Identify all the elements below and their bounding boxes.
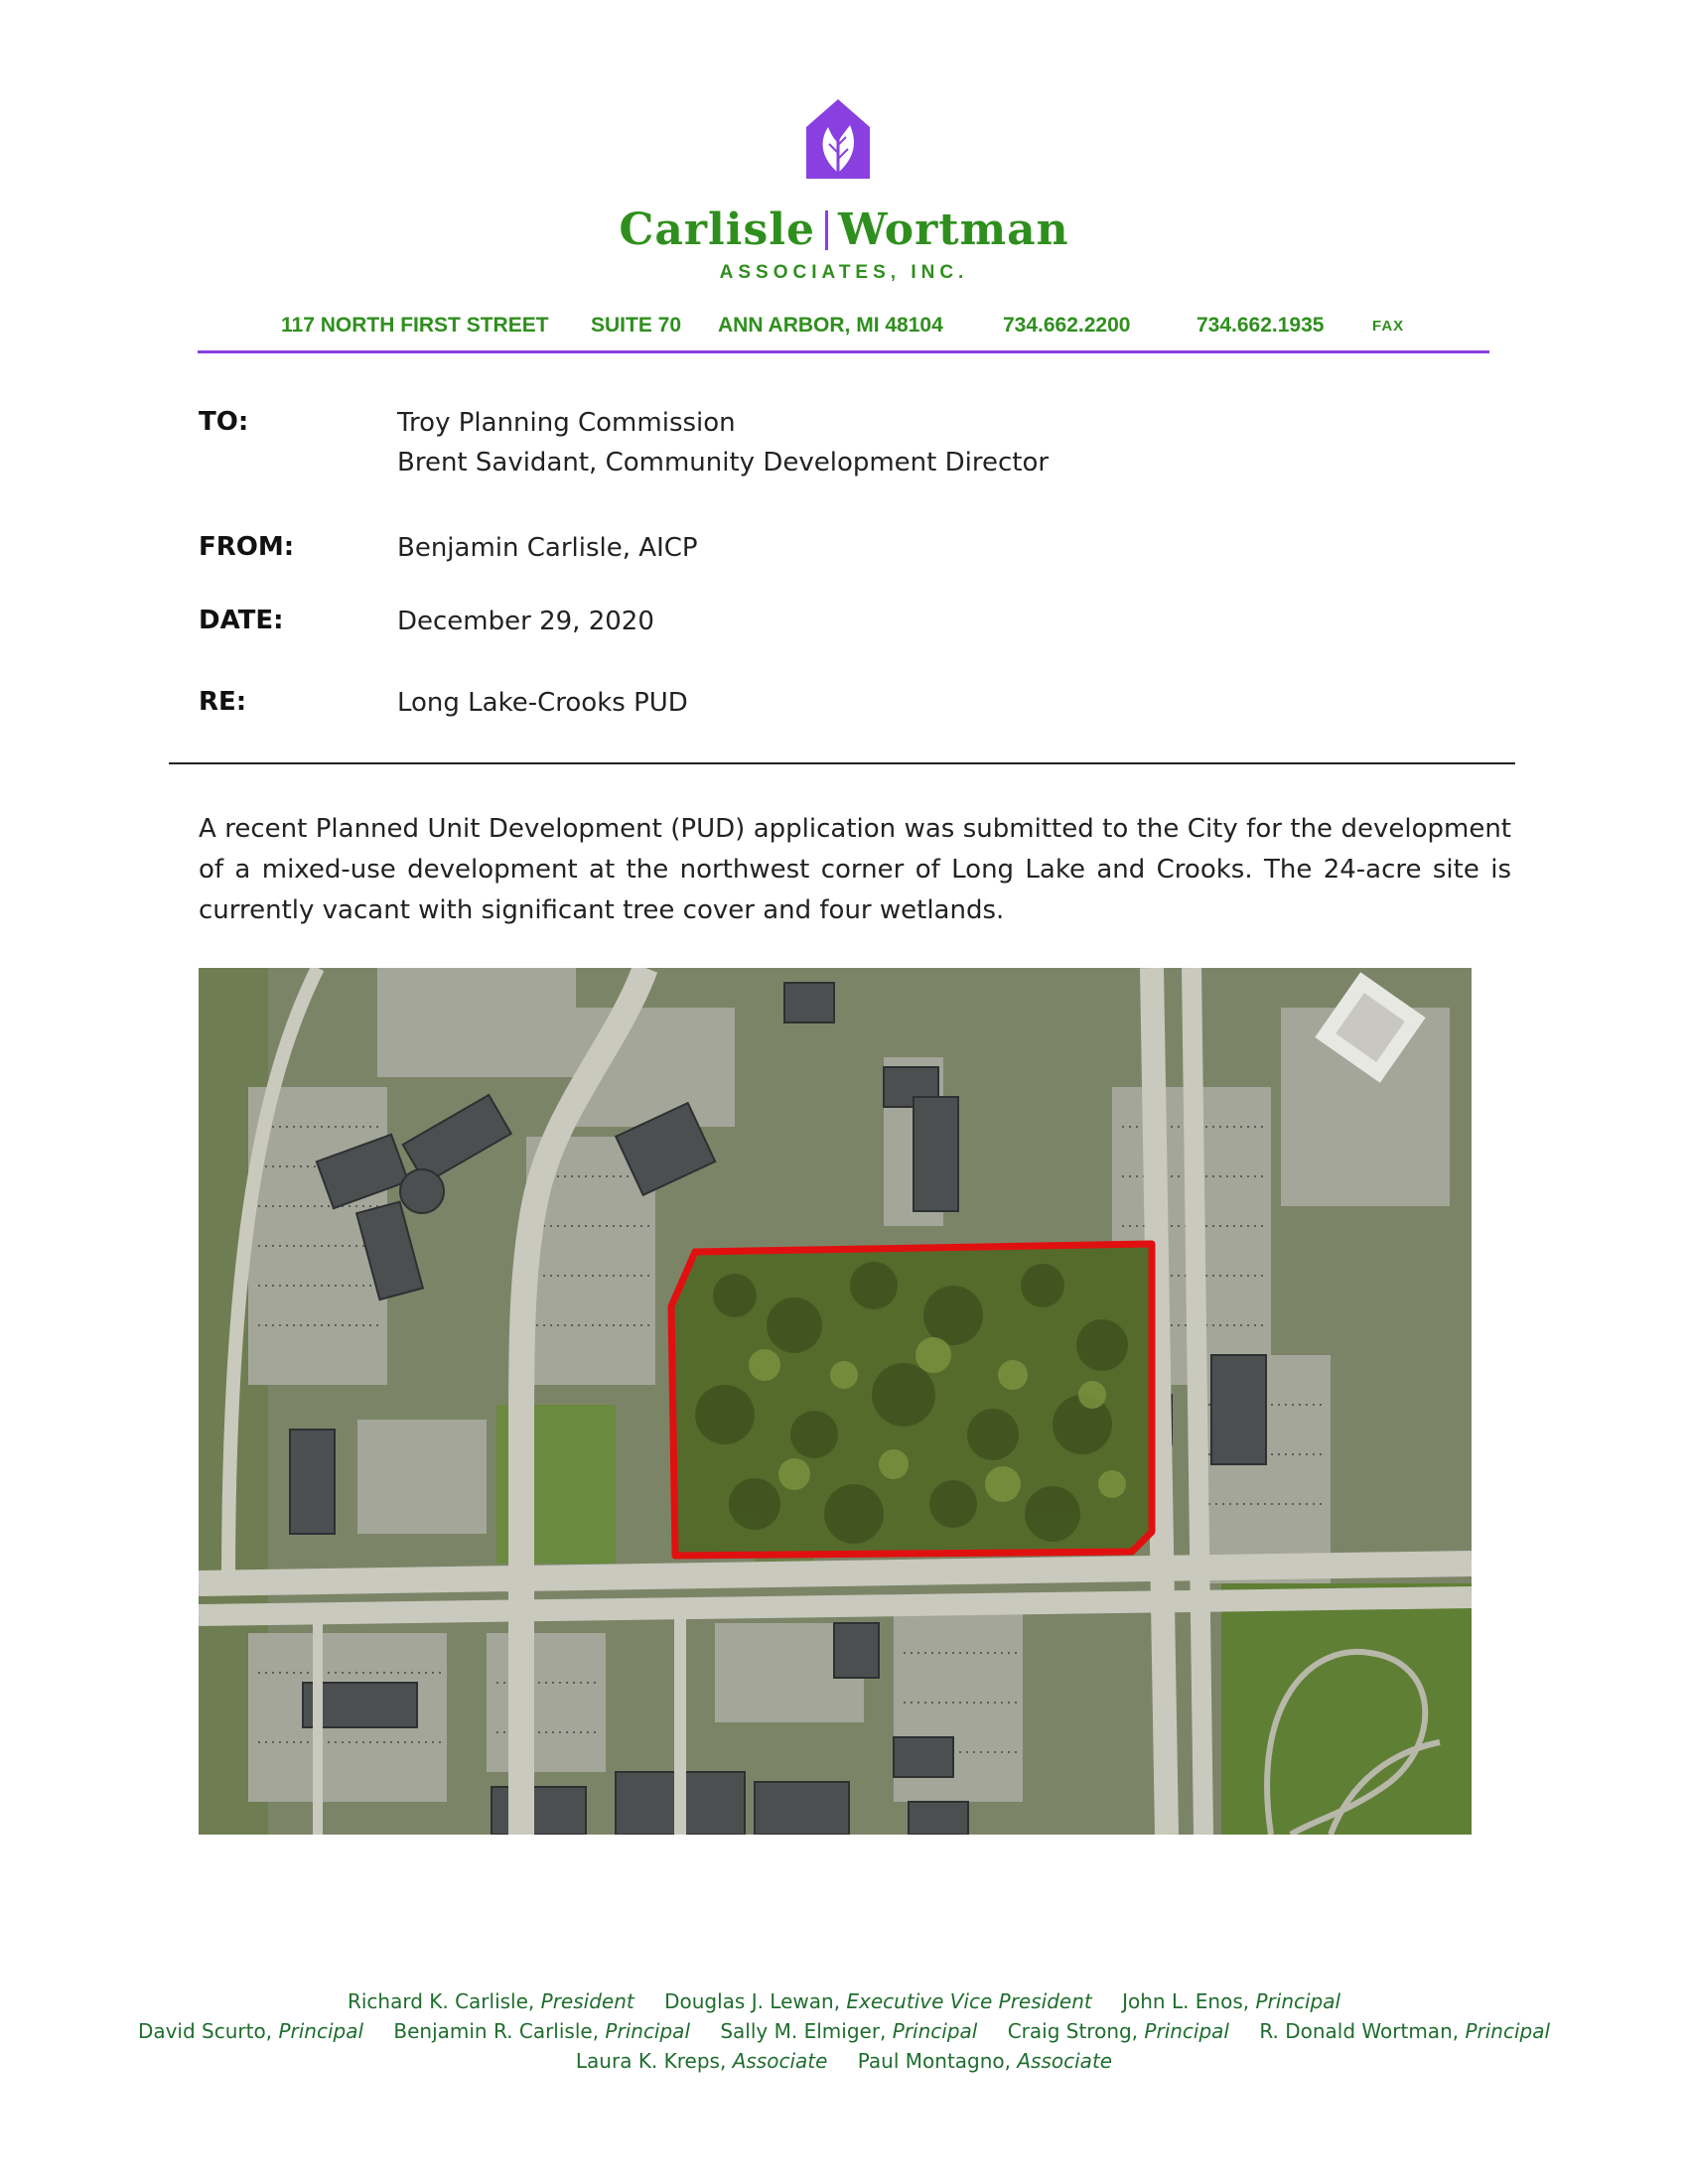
body-paragraph: A recent Planned Unit Development (PUD) application was submitted to the City for the development of a mixed-use development at the northwest corner of Long Lake and Crooks. The 24-acre site is currently vacant with significant tree cover and four wetlands. [199, 814, 1511, 925]
person-name: Douglas J. Lewan, [664, 1989, 841, 2013]
re-label: RE: [199, 687, 247, 717]
to-value [397, 403, 1049, 482]
brand-name [0, 205, 1688, 255]
brand-divider [825, 210, 828, 250]
address-phone: 734.662.2200 [1003, 314, 1131, 337]
person-title: Principal [892, 2019, 978, 2043]
person-name: Richard K. Carlisle, [347, 1989, 535, 2013]
footer-person [1008, 2019, 1229, 2043]
from-label: FROM: [199, 532, 295, 562]
to-line-2: Brent Savidant, Community Development Director [397, 448, 1050, 478]
address-suite: SUITE 70 [591, 314, 682, 337]
person-name: Paul Montagno, [857, 2049, 1012, 2073]
person-title: Principal [278, 2019, 364, 2043]
from-value: Benjamin Carlisle, AICP [397, 533, 698, 563]
footer-person [720, 2019, 977, 2043]
person-name: John L. Enos, [1122, 1989, 1250, 2013]
aerial-site-map [199, 968, 1472, 1835]
person-title: Principal [1255, 1989, 1341, 2013]
footer-person [138, 2019, 363, 2043]
footer-person [1122, 1989, 1340, 2013]
footer-person [1259, 2019, 1550, 2043]
date-value: December 29, 2020 [397, 607, 654, 636]
person-name: Laura K. Kreps, [575, 2049, 727, 2073]
footer-row-1 [0, 1989, 1688, 2013]
footer-person [348, 1989, 634, 2013]
footer-row-2 [0, 2019, 1688, 2043]
person-title: President [540, 1989, 634, 2013]
person-title: Principal [605, 2019, 690, 2043]
address-fax-label: FAX [1372, 318, 1405, 335]
address-fax-number: 734.662.1935 [1196, 314, 1325, 337]
footer-person [858, 2049, 1112, 2073]
header-divider [169, 762, 1515, 764]
brand-subtitle: ASSOCIATES, INC. [719, 262, 969, 283]
brand-left: Carlisle [619, 205, 815, 255]
person-title: Executive Vice President [846, 1989, 1092, 2013]
person-name: David Scurto, [137, 2019, 273, 2043]
person-name: Sally M. Elmiger, [720, 2019, 887, 2043]
person-name: R. Donald Wortman, [1259, 2019, 1460, 2043]
person-title: Principal [1144, 2019, 1229, 2043]
letterhead-divider [198, 350, 1489, 353]
date-label: DATE: [199, 606, 284, 635]
address-street: 117 NORTH FIRST STREET [281, 314, 549, 337]
person-name: Craig Strong, [1007, 2019, 1139, 2043]
person-title: Principal [1465, 2019, 1551, 2043]
address-line [199, 314, 1489, 341]
footer-person [576, 2049, 828, 2073]
re-value: Long Lake-Crooks PUD [397, 688, 688, 718]
person-name: Benjamin R. Carlisle, [393, 2019, 600, 2043]
to-label: TO: [199, 407, 249, 437]
house-leaf-icon [802, 97, 874, 181]
person-title: Associate [1017, 2049, 1113, 2073]
address-city: ANN ARBOR, MI 48104 [718, 314, 943, 337]
to-line-1: Troy Planning Commission [397, 408, 736, 438]
brand-right: Wortman [837, 205, 1069, 255]
person-title: Associate [732, 2049, 828, 2073]
footer-person [664, 1989, 1092, 2013]
footer-row-3 [0, 2049, 1688, 2073]
footer-person [393, 2019, 690, 2043]
